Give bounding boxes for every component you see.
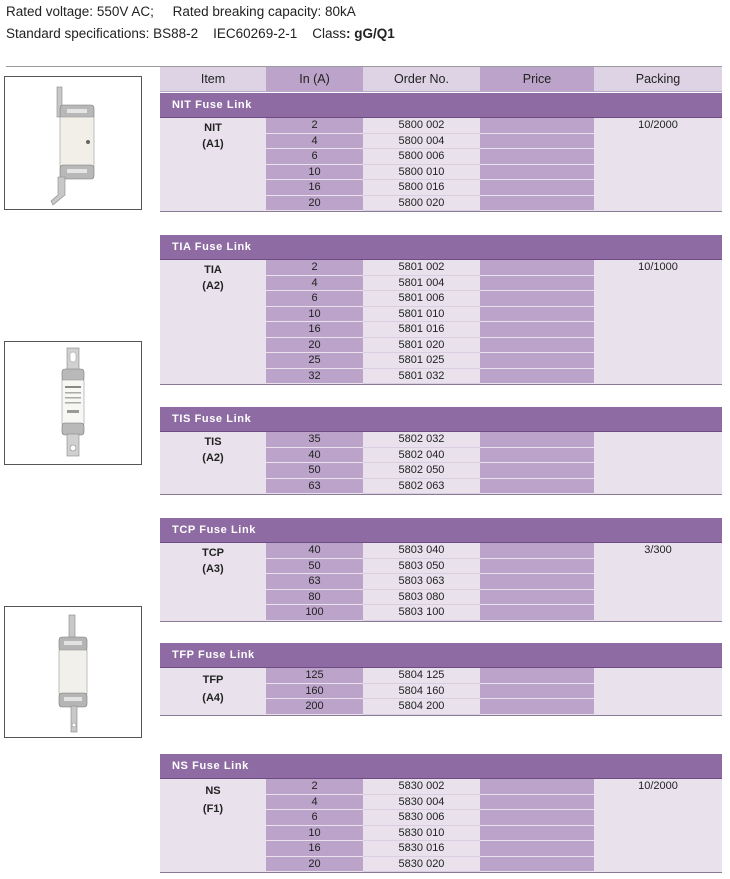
- section-body: [160, 260, 722, 385]
- section-body: [160, 779, 722, 873]
- order-number-cell: 5803 063: [363, 574, 480, 590]
- rated-current-cell: 35: [266, 432, 363, 448]
- section-tfp: [160, 643, 722, 716]
- order-number-cell: 5803 100: [363, 605, 480, 621]
- price-cell: [480, 684, 594, 700]
- table-row: [160, 841, 722, 857]
- rated-current-cell: 4: [266, 795, 363, 811]
- rated-current-cell: 2: [266, 779, 363, 795]
- order-number-cell: 5830 010: [363, 826, 480, 842]
- price-cell: [480, 826, 594, 842]
- item-name: NIT: [204, 122, 222, 134]
- nit-fuse-image: [4, 76, 142, 210]
- order-number-cell: 5800 006: [363, 149, 480, 165]
- section-tia: [160, 235, 722, 385]
- rated-current-cell: 16: [266, 180, 363, 196]
- price-cell: [480, 574, 594, 590]
- table-row: [160, 605, 722, 621]
- price-cell: [480, 369, 594, 385]
- rated-current-cell: 20: [266, 196, 363, 212]
- packing-cell: 3/300: [644, 544, 672, 556]
- table-row: [160, 590, 722, 606]
- section-nit: [160, 93, 722, 212]
- table-row: [160, 291, 722, 307]
- order-number-cell: 5803 040: [363, 543, 480, 559]
- section-body: [160, 543, 722, 622]
- rated-current-cell: 4: [266, 276, 363, 292]
- rated-current-cell: 16: [266, 841, 363, 857]
- header-item: Item: [160, 67, 266, 92]
- item-name: TCP: [202, 547, 224, 559]
- price-cell: [480, 134, 594, 150]
- table-row: [160, 543, 722, 559]
- price-cell: [480, 590, 594, 606]
- section-title: TFP Fuse Link: [160, 643, 722, 668]
- header-packing: Packing: [594, 67, 722, 92]
- order-number-cell: 5802 040: [363, 448, 480, 464]
- item-name: TIA: [204, 264, 222, 276]
- rated-current-cell: 63: [266, 574, 363, 590]
- class-value: : gG/Q1: [346, 26, 395, 41]
- section-title: TIA Fuse Link: [160, 235, 722, 260]
- item-code: (A2): [202, 452, 224, 464]
- rated-current-cell: 125: [266, 668, 363, 684]
- table-row: [160, 276, 722, 292]
- section-title: TCP Fuse Link: [160, 518, 722, 543]
- order-number-cell: 5804 125: [363, 668, 480, 684]
- rated-current-cell: 50: [266, 559, 363, 575]
- rated-current-cell: 50: [266, 463, 363, 479]
- price-cell: [480, 795, 594, 811]
- order-number-cell: 5801 020: [363, 338, 480, 354]
- packing-cell: 10/2000: [638, 119, 678, 131]
- table-row: [160, 432, 722, 448]
- price-cell: [480, 353, 594, 369]
- rated-current-cell: 6: [266, 810, 363, 826]
- rated-current-cell: 40: [266, 448, 363, 464]
- rated-current-cell: 63: [266, 479, 363, 495]
- spec-line-voltage: [6, 4, 356, 19]
- rated-current-cell: 200: [266, 699, 363, 715]
- price-cell: [480, 841, 594, 857]
- order-number-cell: 5800 010: [363, 165, 480, 181]
- section-body: [160, 432, 722, 495]
- order-number-cell: 5803 080: [363, 590, 480, 606]
- price-cell: [480, 307, 594, 323]
- order-number-cell: 5803 050: [363, 559, 480, 575]
- rated-voltage-label: Rated voltage:: [6, 4, 94, 19]
- order-number-cell: 5830 006: [363, 810, 480, 826]
- rated-current-cell: 40: [266, 543, 363, 559]
- table-row: [160, 338, 722, 354]
- order-number-cell: 5802 063: [363, 479, 480, 495]
- table-row: [160, 810, 722, 826]
- table-row: [160, 463, 722, 479]
- order-number-cell: 5801 016: [363, 322, 480, 338]
- rated-current-cell: 25: [266, 353, 363, 369]
- rated-current-cell: 2: [266, 118, 363, 134]
- order-number-cell: 5800 020: [363, 196, 480, 212]
- table-row: [160, 369, 722, 385]
- price-cell: [480, 338, 594, 354]
- price-cell: [480, 668, 594, 684]
- order-number-cell: 5800 004: [363, 134, 480, 150]
- price-cell: [480, 149, 594, 165]
- class-label: Class: [312, 26, 346, 41]
- item-code: (A1): [202, 138, 224, 150]
- table-row: [160, 118, 722, 134]
- table-header: [160, 67, 722, 92]
- table-row: [160, 479, 722, 495]
- table-row: [160, 668, 722, 684]
- price-cell: [480, 432, 594, 448]
- breaking-capacity-label: Rated breaking capacity:: [172, 4, 322, 19]
- table-row: [160, 574, 722, 590]
- price-cell: [480, 463, 594, 479]
- order-number-cell: 5802 050: [363, 463, 480, 479]
- order-number-cell: 5802 032: [363, 432, 480, 448]
- item-name: NS: [205, 785, 221, 797]
- header-order: Order No.: [363, 67, 480, 92]
- order-number-cell: 5801 004: [363, 276, 480, 292]
- order-number-cell: 5830 004: [363, 795, 480, 811]
- item-code: (A3): [202, 563, 224, 575]
- rated-current-cell: 20: [266, 857, 363, 873]
- item-code: (A4): [202, 692, 224, 704]
- item-code: (F1): [202, 803, 224, 815]
- rated-voltage-value: 550V AC;: [96, 4, 154, 19]
- tia-fuse-image: [4, 341, 142, 465]
- header-in: In (A): [266, 67, 363, 92]
- packing-cell: 10/2000: [638, 780, 678, 792]
- price-cell: [480, 857, 594, 873]
- table-row: [160, 353, 722, 369]
- rated-current-cell: 10: [266, 165, 363, 181]
- price-cell: [480, 559, 594, 575]
- table-row: [160, 260, 722, 276]
- price-cell: [480, 196, 594, 212]
- iec-standard: IEC60269-2-1: [213, 26, 298, 41]
- rated-current-cell: 100: [266, 605, 363, 621]
- table-row: [160, 559, 722, 575]
- table-row: [160, 322, 722, 338]
- standard-value: BS88-2: [153, 26, 199, 41]
- table-row: [160, 795, 722, 811]
- rated-current-cell: 6: [266, 149, 363, 165]
- rated-current-cell: 2: [266, 260, 363, 276]
- table-row: [160, 149, 722, 165]
- spec-line-standards: [6, 26, 395, 41]
- item-name: TFP: [202, 674, 224, 686]
- price-cell: [480, 276, 594, 292]
- price-cell: [480, 180, 594, 196]
- order-number-cell: 5830 002: [363, 779, 480, 795]
- item-name: TIS: [204, 436, 222, 448]
- price-cell: [480, 291, 594, 307]
- rated-current-cell: 160: [266, 684, 363, 700]
- price-cell: [480, 779, 594, 795]
- table-row: [160, 307, 722, 323]
- order-number-cell: 5801 032: [363, 369, 480, 385]
- section-title: NIT Fuse Link: [160, 93, 722, 118]
- table-row: [160, 826, 722, 842]
- price-cell: [480, 699, 594, 715]
- table-row: [160, 857, 722, 873]
- section-ns: [160, 754, 722, 873]
- price-cell: [480, 543, 594, 559]
- price-cell: [480, 322, 594, 338]
- order-number-cell: 5800 016: [363, 180, 480, 196]
- order-number-cell: 5804 160: [363, 684, 480, 700]
- order-number-cell: 5801 002: [363, 260, 480, 276]
- table-row: [160, 180, 722, 196]
- tcp-fuse-image: [4, 606, 142, 738]
- rated-current-cell: 32: [266, 369, 363, 385]
- section-body: [160, 118, 722, 212]
- item-code: (A2): [202, 280, 224, 292]
- section-tcp: [160, 518, 722, 622]
- rated-current-cell: 6: [266, 291, 363, 307]
- rated-current-cell: 20: [266, 338, 363, 354]
- order-number-cell: 5801 010: [363, 307, 480, 323]
- section-body: [160, 668, 722, 716]
- price-cell: [480, 810, 594, 826]
- price-cell: [480, 605, 594, 621]
- section-title: TIS Fuse Link: [160, 407, 722, 432]
- breaking-capacity-value: 80kA: [325, 4, 356, 19]
- price-cell: [480, 479, 594, 495]
- table-row: [160, 196, 722, 212]
- header-price: Price: [480, 67, 594, 92]
- rated-current-cell: 4: [266, 134, 363, 150]
- table-row: [160, 779, 722, 795]
- order-number-cell: 5830 020: [363, 857, 480, 873]
- order-number-cell: 5804 200: [363, 699, 480, 715]
- table-row: [160, 448, 722, 464]
- table-row: [160, 134, 722, 150]
- order-number-cell: 5800 002: [363, 118, 480, 134]
- rated-current-cell: 80: [266, 590, 363, 606]
- table-row: [160, 684, 722, 700]
- table-row: [160, 699, 722, 715]
- rated-current-cell: 10: [266, 826, 363, 842]
- price-cell: [480, 260, 594, 276]
- order-number-cell: 5801 025: [363, 353, 480, 369]
- section-title: NS Fuse Link: [160, 754, 722, 779]
- packing-cell: 10/1000: [638, 261, 678, 273]
- price-cell: [480, 448, 594, 464]
- order-number-cell: 5830 016: [363, 841, 480, 857]
- rated-current-cell: 10: [266, 307, 363, 323]
- rated-current-cell: 16: [266, 322, 363, 338]
- section-tis: [160, 407, 722, 495]
- table-row: [160, 165, 722, 181]
- price-cell: [480, 165, 594, 181]
- standard-label: Standard specifications:: [6, 26, 150, 41]
- order-number-cell: 5801 006: [363, 291, 480, 307]
- price-cell: [480, 118, 594, 134]
